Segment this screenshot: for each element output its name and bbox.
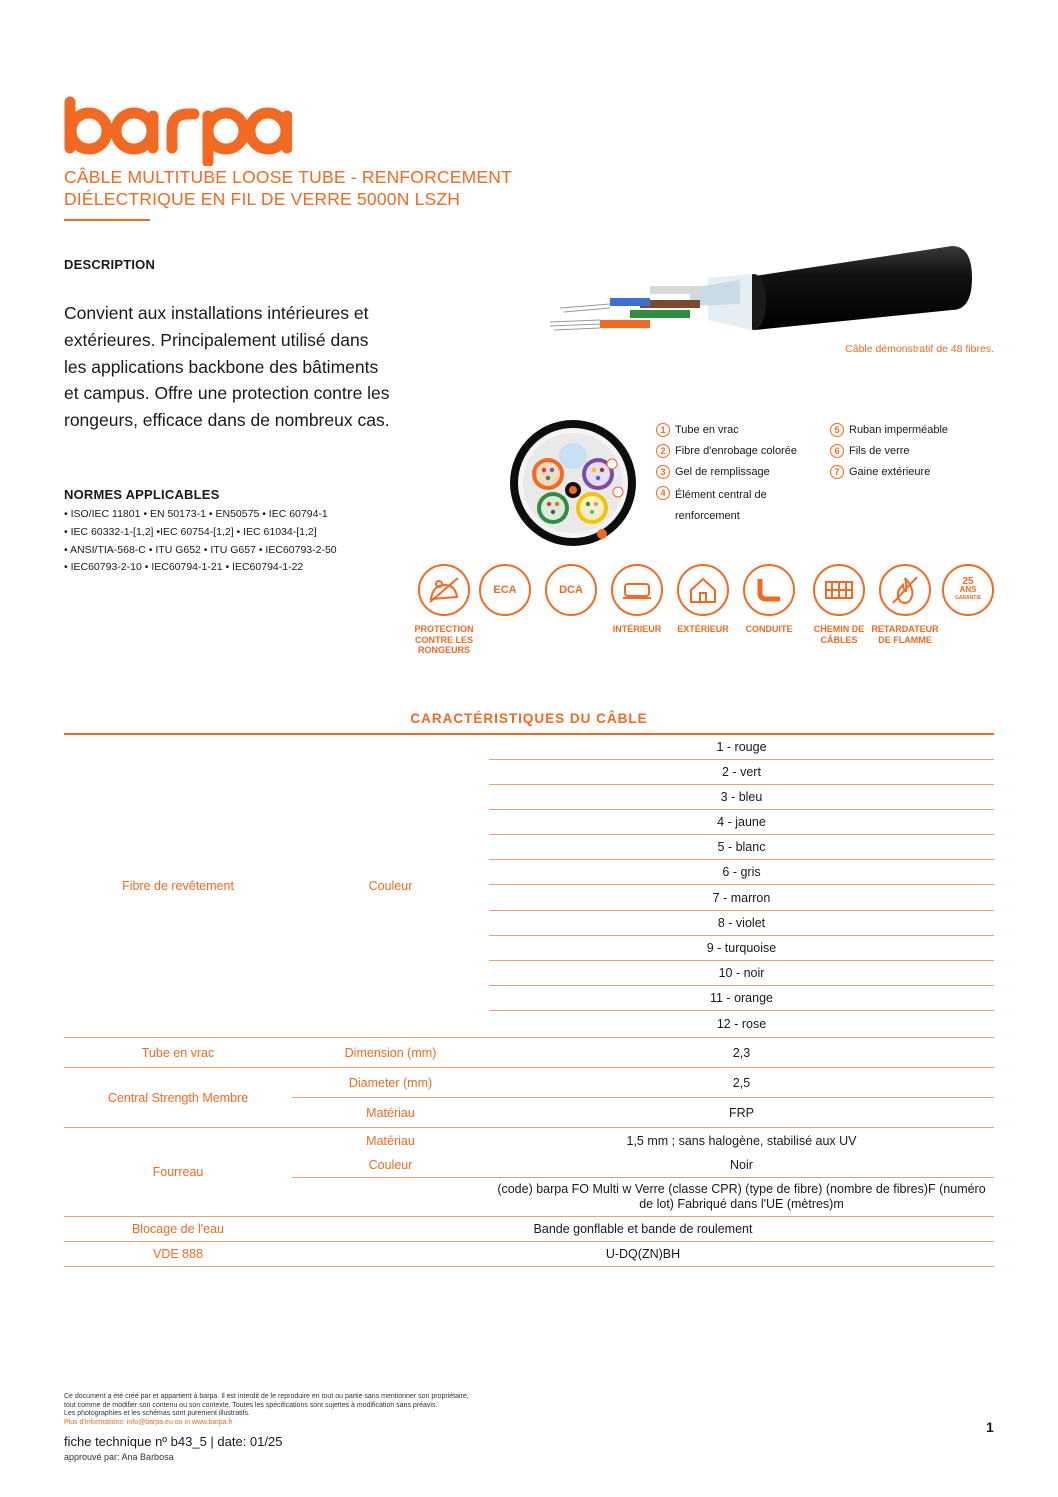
row-sublabel: Couleur [292, 1153, 489, 1178]
feature-dca [535, 564, 607, 616]
barpa-logo [62, 96, 292, 166]
description-text: Convient aux installations intérieures et extérieures. Principalement utilisé dans les applications backbone des bâtiments et campus. Offre une protection contre les rongeurs, efficace dans de nombreux cas. [64, 303, 390, 431]
fibre-color: 12 - rose [489, 1011, 994, 1038]
conduit-icon [743, 564, 795, 616]
feature-label: EXTÉRIEUR [677, 624, 729, 634]
legend-item [656, 485, 826, 527]
document-reference: fiche technique nº b43_5 | date: 01/25 [64, 1434, 283, 1449]
row-label: Blocage de l'eau [64, 1217, 292, 1242]
fibre-color: 8 - violet [489, 910, 994, 935]
row-sublabel: Matériau [292, 1098, 489, 1128]
rodent-protection-icon [418, 564, 470, 616]
legend-label: Gel de remplissage [675, 466, 770, 478]
approved-by: approuvé par: Ana Barbosa [64, 1452, 174, 1462]
fibre-color: 2 - vert [489, 759, 994, 784]
legend-right [830, 422, 1000, 485]
feature-outdoor [667, 564, 739, 635]
norms-line: • IEC 60332-1-[1,2] •IEC 60754-[1,2] • IEC 61034-[1,2] [64, 525, 317, 538]
feature-eca [469, 564, 541, 616]
row-label: Fibre de revêtement [64, 734, 292, 1038]
row-value: (code) barpa FO Multi w Verre (classe CPR) (type de fibre) (nombre de fibres)F (numéro de lot) Fabriqué dans l'UE (mètres)m [489, 1178, 994, 1217]
fibre-color: 6 - gris [489, 860, 994, 885]
legend-label: Tube en vrac [675, 424, 739, 436]
feature-warranty [932, 564, 1004, 616]
indoor-icon [611, 564, 663, 616]
title-line-1: CÂBLE MULTITUBE LOOSE TUBE - RENFORCEMENT [64, 167, 513, 187]
row-value: U-DQ(ZN)BH [292, 1242, 994, 1267]
table-row [64, 1128, 994, 1153]
table-row [64, 734, 994, 759]
fibre-color: 11 - orange [489, 986, 994, 1011]
legend-number: 7 [830, 465, 844, 479]
fibre-color: 9 - turquoise [489, 935, 994, 960]
description-heading: DESCRIPTION [64, 257, 156, 272]
cable-cross-section [508, 418, 638, 548]
row-value: Noir [489, 1153, 994, 1178]
norms-line: • ANSI/TIA-568-C • ITU G652 • ITU G657 • IEC60793-2-50 [64, 543, 337, 556]
legend-item [830, 464, 1000, 480]
norms-heading: NORMES APPLICABLES [64, 487, 220, 502]
feature-indoor [601, 564, 673, 635]
row-label: VDE 888 [64, 1242, 292, 1267]
legend-label: Fibre d'enrobage colorée [675, 445, 797, 457]
legend-item [656, 464, 826, 480]
fibre-color: 1 - rouge [489, 734, 994, 759]
legend-number: 6 [830, 444, 844, 458]
legend-label: Ruban imperméable [849, 424, 949, 436]
fibre-color: 7 - marron [489, 885, 994, 910]
cable-caption: Câble démonstratif de 48 fibres. [845, 343, 994, 355]
row-sublabel: Dimension (mm) [292, 1038, 489, 1068]
feature-label: RETARDATEUR DE FLAMME [871, 624, 939, 645]
legend-left [656, 422, 826, 532]
feature-label: PROTECTION CONTRE LES RONGEURS [414, 624, 474, 655]
row-sublabel: Diameter (mm) [292, 1068, 489, 1098]
flame-retardant-icon [879, 564, 931, 616]
warranty-unit: ANS [959, 585, 977, 594]
row-value: 1,5 mm ; sans halogène, stabilisé aux UV [626, 1133, 857, 1148]
footer-line: Ce document a été créé par et appartient à barpa. Il est interdit de le reproduire en tout ou partie sans mentionner son propriétaire, [64, 1393, 469, 1400]
footer-line: tout comme de modifier son contenu ou son contexte. Toutes les spécifications sont sujettes à modification sans préavis. [64, 1401, 438, 1409]
row-value: 2,5 [489, 1068, 994, 1098]
row-sublabel: Couleur [292, 734, 489, 1038]
norms-line: • IEC60793-2-10 • IEC60794-1-21 • IEC60794-1-22 [64, 561, 304, 574]
row-label: Central Strength Membre [64, 1068, 292, 1128]
warranty-years: 25 [962, 576, 974, 587]
legend-label: Élément central de renforcement [675, 489, 767, 522]
legend-number: 5 [830, 423, 844, 437]
fibre-color: 10 - noir [489, 961, 994, 986]
norms-line: • ISO/IEC 11801 • EN 50173-1 • EN50575 • IEC 60794-1 [64, 508, 328, 520]
legend-number: 1 [656, 423, 670, 437]
cable-photo [540, 238, 980, 338]
legend-item [656, 422, 826, 438]
footer-line: Les photographies et les schémas sont purement illustratifs. [64, 1410, 250, 1418]
feature-label: INTÉRIEUR [612, 624, 662, 634]
footer-contact-link[interactable]: Plus d'informations: info@barpa.eu ou in www.barpa.fr [64, 1418, 233, 1426]
footer-disclaimer [64, 1393, 624, 1427]
norms-list [64, 506, 404, 577]
feature-label: CHEMIN DE CÂBLES [813, 624, 865, 645]
row-label: Tube en vrac [64, 1038, 292, 1068]
row-label: Fourreau [64, 1128, 292, 1217]
dca-icon: DCA [545, 564, 597, 616]
legend-item [830, 443, 1000, 459]
row-sublabel: Matériau [366, 1133, 415, 1148]
page-number: 1 [986, 1419, 994, 1435]
title-underline [64, 219, 150, 221]
row-value: FRP [489, 1098, 994, 1128]
warranty-icon [942, 564, 994, 616]
eca-icon: ECA [479, 564, 531, 616]
document-title [64, 166, 584, 210]
row-value: 2,3 [489, 1038, 994, 1068]
legend-number: 2 [656, 444, 670, 458]
legend-number: 3 [656, 465, 670, 479]
fibre-color: 3 - bleu [489, 784, 994, 809]
feature-label: CONDUITE [745, 624, 793, 634]
warranty-word: GARANTIE [954, 595, 982, 601]
feature-conduit [733, 564, 805, 635]
feature-cable-tray [803, 564, 875, 645]
legend-number: 4 [656, 486, 670, 500]
legend-item [656, 443, 826, 459]
characteristics-table [64, 733, 994, 1267]
feature-icons [410, 564, 1000, 664]
fibre-color: 4 - jaune [489, 809, 994, 834]
legend-item [830, 422, 1000, 438]
cable-tray-icon [813, 564, 865, 616]
table-row [64, 1242, 994, 1267]
table-row [64, 1068, 994, 1098]
table-title: CARACTÉRISTIQUES DU CÂBLE [410, 711, 648, 726]
table-row [64, 1038, 994, 1068]
legend-label: Fils de verre [849, 445, 910, 457]
legend-label: Gaine extérieure [849, 466, 931, 478]
title-line-2: DIÉLECTRIQUE EN FIL DE VERRE 5000N LSZH [64, 189, 461, 209]
row-sublabel [292, 1178, 489, 1217]
fibre-color: 5 - blanc [489, 835, 994, 860]
row-value: Bande gonflable et bande de roulement [292, 1217, 994, 1242]
table-row [64, 1217, 994, 1242]
outdoor-icon [677, 564, 729, 616]
feature-flame-retardant [869, 564, 941, 645]
